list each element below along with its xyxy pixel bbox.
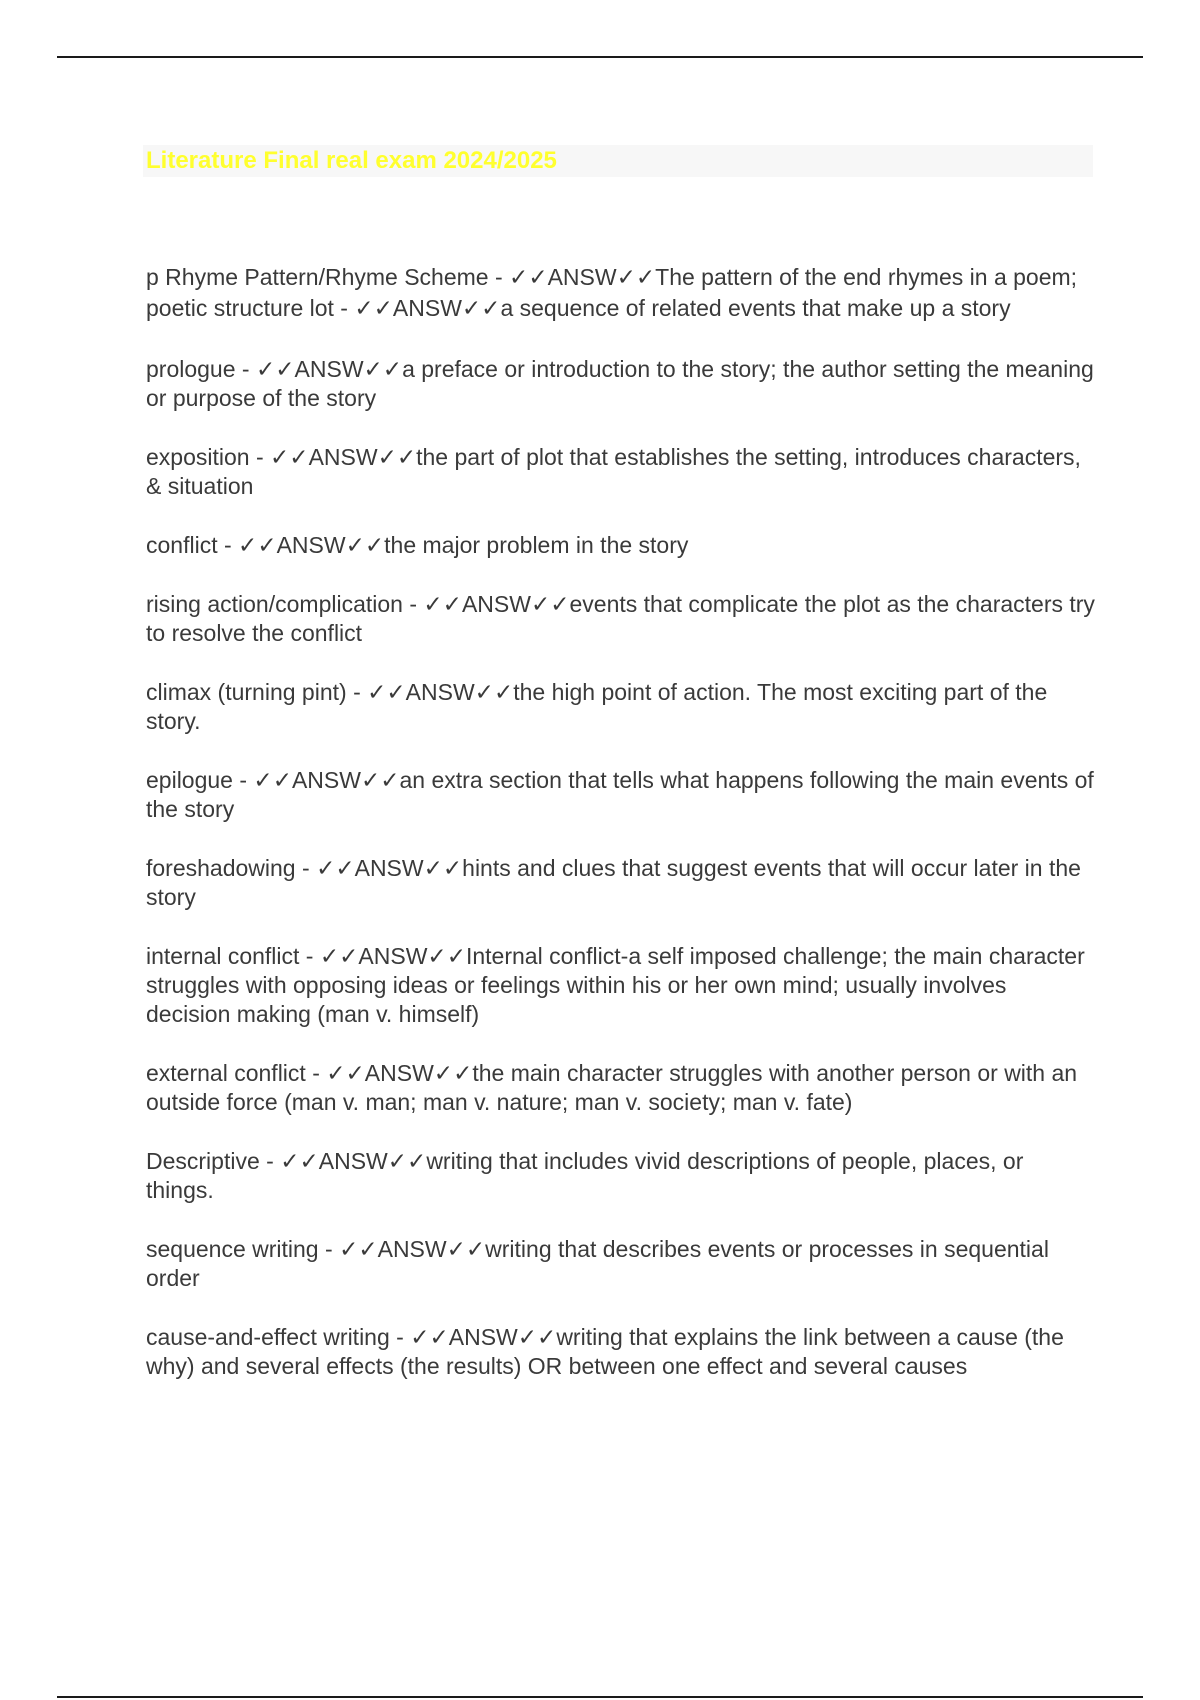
entry-definition: writing that explains the link between a cause (the why) and several effects (the results) OR between one effect and several causes	[146, 1324, 1064, 1379]
entry	[146, 355, 1096, 413]
entry-term: climax (turning pint)	[146, 679, 347, 705]
entry	[146, 1235, 1096, 1293]
answer-marker: ✓✓ANSW✓✓	[253, 767, 400, 793]
answer-marker: ✓✓ANSW✓✓	[280, 1148, 427, 1174]
entry	[146, 854, 1096, 912]
entry-term: foreshadowing	[146, 855, 296, 881]
answer-marker: ✓✓ANSW✓✓	[316, 855, 463, 881]
entry	[146, 531, 1096, 560]
answer-marker: ✓✓ANSW✓✓	[509, 264, 656, 290]
entry-separator: -	[232, 767, 254, 793]
entry-definition: the major problem in the story	[384, 532, 689, 558]
entry-separator: -	[402, 591, 424, 617]
answer-marker: ✓✓ANSW✓✓	[326, 1060, 473, 1086]
entry-separator: -	[249, 444, 271, 470]
entry-definition: a preface or introduction to the story; the author setting the meaning or purpose of the story	[146, 356, 1094, 411]
entry	[146, 1147, 1096, 1205]
entry-term: epilogue	[146, 767, 233, 793]
entry-definition: events that complicate the plot as the characters try to resolve the conflict	[146, 591, 1095, 646]
entry-separator: -	[259, 1148, 281, 1174]
entry-separator: -	[295, 855, 317, 881]
entry	[146, 942, 1096, 1029]
entry-definition: the high point of action. The most exciting part of the story.	[146, 679, 1048, 734]
entry-term: exposition	[146, 444, 250, 470]
answer-marker: ✓✓ANSW✓✓	[423, 591, 570, 617]
entry-definition: an extra section that tells what happens following the main events of the story	[146, 767, 1094, 822]
entry	[146, 766, 1096, 824]
entry	[146, 1323, 1096, 1381]
answer-marker: ✓✓ANSW✓✓	[367, 679, 514, 705]
answer-marker: ✓✓ANSW✓✓	[319, 943, 466, 969]
bottom-divider	[57, 1696, 1143, 1698]
entry-term: rising action/complication	[146, 591, 403, 617]
entry-term: Descriptive	[146, 1148, 260, 1174]
entry-definition: hints and clues that suggest events that will occur later in the story	[146, 855, 1081, 910]
entry	[146, 678, 1096, 736]
entry-definition: the part of plot that establishes the setting, introduces characters, & situation	[146, 444, 1081, 499]
entry-definition: the main character struggles with another person or with an outside force (man v. man; man v. nature; man v. society; man v. fate)	[146, 1060, 1078, 1115]
entry-definition: writing that includes vivid descriptions of people, places, or things.	[146, 1148, 1024, 1203]
answer-marker: ✓✓ANSW✓✓	[410, 1324, 557, 1350]
entry-separator: -	[305, 1060, 327, 1086]
document-title: Literature Final real exam 2024/2025	[146, 147, 557, 174]
entry	[146, 443, 1096, 501]
entry-separator: -	[217, 532, 239, 558]
entry-separator: -	[389, 1324, 411, 1350]
answer-marker: ✓✓ANSW✓✓	[339, 1236, 486, 1262]
entry-separator: -	[488, 264, 510, 290]
entry-term: sequence writing	[146, 1236, 319, 1262]
entry-definition: writing that describes events or processes in sequential order	[146, 1236, 1049, 1291]
entry	[146, 1059, 1096, 1117]
entry-separator: -	[299, 943, 320, 969]
entry-term: prologue	[146, 356, 236, 382]
answer-marker: ✓✓ANSW✓✓	[238, 532, 385, 558]
document-body	[146, 262, 1096, 1411]
entry	[146, 590, 1096, 648]
entry-term: conflict	[146, 532, 218, 558]
entry-term: p Rhyme Pattern/Rhyme Scheme	[146, 264, 489, 290]
answer-marker: ✓✓ANSW✓✓	[270, 444, 417, 470]
answer-marker: ✓✓ANSW✓✓	[255, 356, 403, 382]
entry-separator: -	[235, 356, 256, 382]
entry-separator: -	[318, 1236, 340, 1262]
entry	[146, 262, 1096, 324]
entry-term: internal conflict	[146, 943, 300, 969]
entry-term: cause-and-effect writing	[146, 1324, 390, 1350]
entry-definition: Internal conflict-a self imposed challenge; the main character struggles with opposing ideas or feelings within his or her own mind; usually involves decision making (man v. himself)	[146, 943, 1085, 1027]
top-divider	[57, 56, 1143, 58]
entry-separator: -	[346, 679, 368, 705]
entry-definition: The pattern of the end rhymes in a poem; poetic structure lot - ✓✓ANSW✓✓a sequence of related events that make up a story	[146, 264, 1078, 321]
entry-term: external conflict	[146, 1060, 306, 1086]
